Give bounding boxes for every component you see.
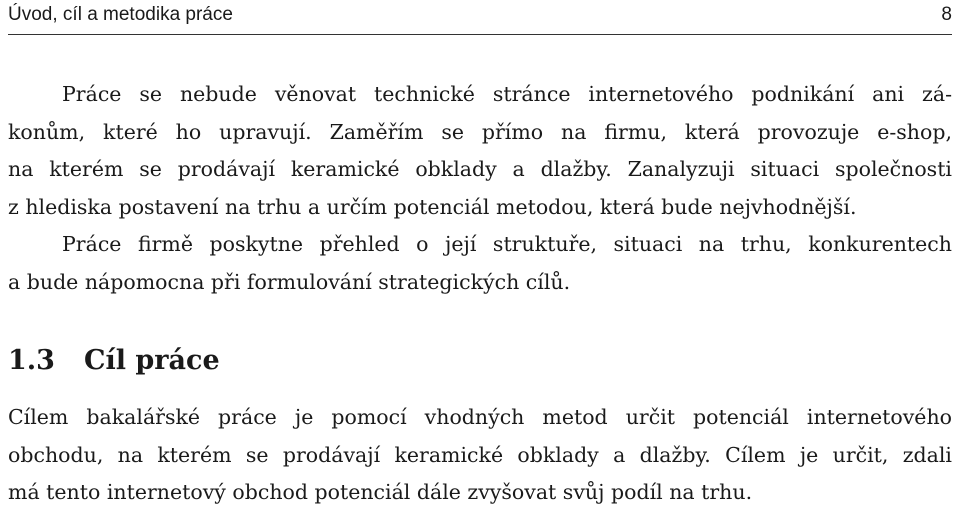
page-number: 8 xyxy=(941,4,952,25)
paragraph-line: na kterém se prodávají keramické obklady a dlažby. Zanalyzuji situaci společnosti xyxy=(8,157,952,181)
paragraph-line: z hlediska postavení na trhu a určím potenciál metodou, která bude nejvhodnější. xyxy=(8,195,857,219)
section-number: 1.3 xyxy=(8,345,55,376)
paragraph-line: Práce se nebude věnovat technické stránce internetového podnikání ani zá- xyxy=(62,82,952,106)
paragraph-line: Cílem bakalářské práce je pomocí vhodných metod určit potenciál internetového xyxy=(8,405,952,429)
paragraph-line: Práce firmě poskytne přehled o její struktuře, situaci na trhu, konkurentech xyxy=(62,232,952,256)
running-header xyxy=(8,0,952,35)
paragraph-line: a bude nápomocna při formulování strategických cílů. xyxy=(8,270,571,294)
paragraph-line: obchodu, na kterém se prodávají keramické obklady a dlažby. Cílem je určit, zdali xyxy=(8,443,952,467)
chapter-title: Úvod, cíl a metodika práce xyxy=(8,4,233,25)
paragraph-line: konům, které ho upravují. Zaměřím se přímo na firmu, která provozuje e-shop, xyxy=(8,120,952,144)
section-title: Cíl práce xyxy=(84,345,220,376)
paragraph-line: má tento internetový obchod potenciál dále zvyšovat svůj podíl na trhu. xyxy=(8,480,753,504)
section-heading xyxy=(8,343,220,379)
